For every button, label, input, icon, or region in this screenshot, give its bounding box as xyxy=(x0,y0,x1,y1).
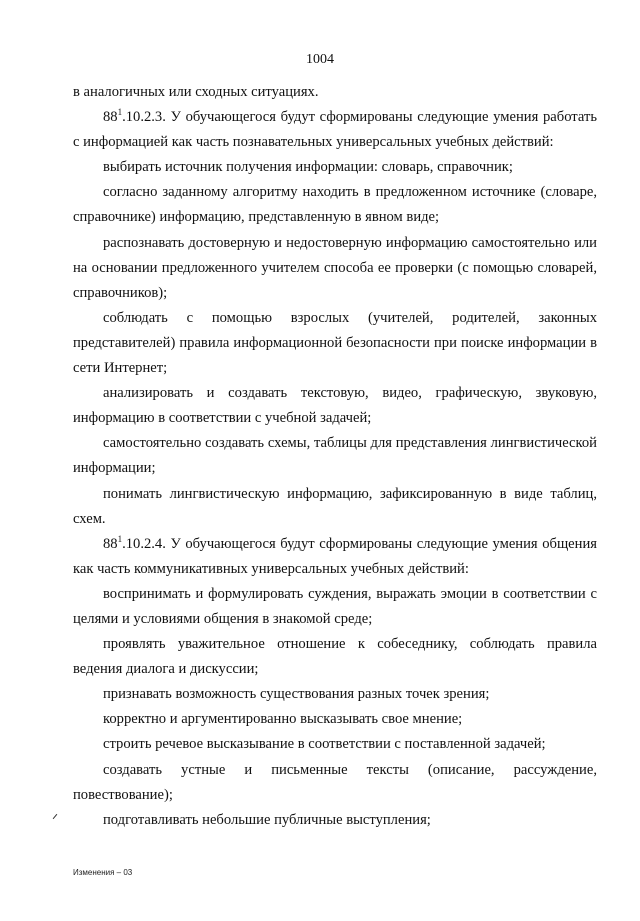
margin-tick-mark xyxy=(53,814,58,819)
list-item: распознавать достоверную и недостоверную информацию самостоятельно или на основании предложенного учителем способа ее проверки (с помощью словарей, справочников); xyxy=(73,234,597,301)
list-item: корректно и аргументированно высказывать свое мнение; xyxy=(103,711,463,728)
list-item: воспринимать и формулировать суждения, выражать эмоции в соответствии с целями и условиями общения в знакомой среде; xyxy=(73,585,597,627)
list-item: создавать устные и письменные тексты (описание, рассуждение, повествование); xyxy=(73,761,597,803)
list-item: соблюдать с помощью взрослых (учителей, родителей, законных представителей) правила информационной безопасности при поиске информации в сети Интернет; xyxy=(73,309,597,377)
list-item: подготавливать небольшие публичные выступления; xyxy=(103,811,431,828)
section-number: 88 xyxy=(103,109,118,126)
section-number: 88 xyxy=(103,535,118,552)
list-item: согласно заданному алгоритму находить в предложенном источнике (словаре, справочнике) информацию, представленную в явном виде; xyxy=(73,184,597,226)
document-body xyxy=(73,80,597,833)
section-superscript: 1 xyxy=(117,107,123,118)
list-item: понимать лингвистическую информацию, зафиксированную в виде таблиц, схем. xyxy=(73,485,597,527)
page-number: 1004 xyxy=(306,52,334,67)
list-item: самостоятельно создавать схемы, таблицы для представления лингвистической информации; xyxy=(73,435,597,477)
list-item: выбирать источник получения информации: словарь, справочник; xyxy=(103,159,513,176)
section-text: .10.2.3. У обучающегося будут сформированы следующие умения работать с информацией как часть познавательных универсальных учебных действий: xyxy=(73,109,597,151)
section-paragraph-10-2-4 xyxy=(73,532,597,582)
section-paragraph-10-2-3 xyxy=(73,105,597,155)
section-text: .10.2.4. У обучающегося будут сформированы следующие умения общения как часть коммуникативных универсальных учебных действий: xyxy=(73,535,597,577)
list-item: признавать возможность существования разных точек зрения; xyxy=(103,686,490,703)
list-item: анализировать и создавать текстовую, видео, графическую, звуковую, информацию в соответствии с учебной задачей; xyxy=(73,385,597,427)
list-item: строить речевое высказывание в соответствии с поставленной задачей; xyxy=(103,736,546,753)
paragraph: в аналогичных или сходных ситуациях. xyxy=(73,84,319,100)
section-superscript: 1 xyxy=(117,533,123,544)
list-item: проявлять уважительное отношение к собеседнику, соблюдать правила ведения диалога и дискуссии; xyxy=(73,636,597,678)
footer-revision-note: Изменения – 03 xyxy=(73,868,133,877)
